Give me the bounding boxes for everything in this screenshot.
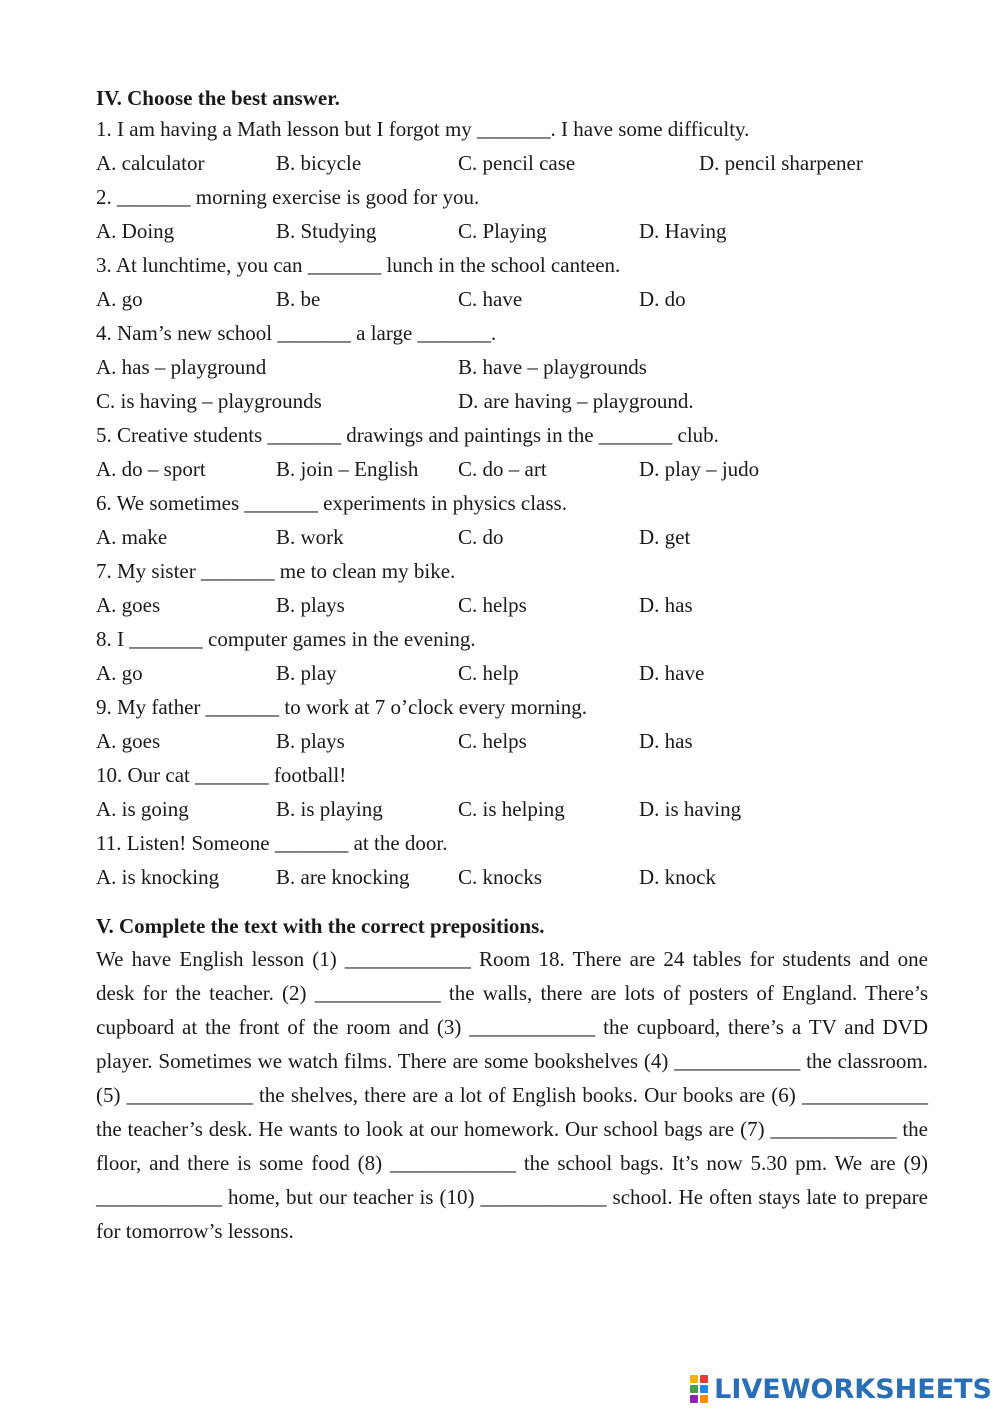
answer-option[interactable]: B. play bbox=[276, 661, 337, 685]
option-row bbox=[96, 724, 928, 758]
worksheet-page bbox=[96, 84, 928, 1248]
question-11: 11. Listen! Someone _______ at the door. bbox=[96, 831, 448, 855]
answer-option[interactable]: B. have – playgrounds bbox=[458, 355, 647, 379]
answer-option[interactable]: B. join – English bbox=[276, 457, 419, 481]
liveworksheets-logo bbox=[690, 1371, 992, 1407]
option-row bbox=[96, 588, 928, 622]
answer-option[interactable]: C. is having – playgrounds bbox=[96, 389, 322, 413]
answer-option[interactable]: C. pencil case bbox=[458, 151, 576, 175]
option-row bbox=[96, 656, 928, 690]
answer-option[interactable]: D. pencil sharpener bbox=[699, 151, 863, 175]
answer-option[interactable]: C. helps bbox=[458, 593, 527, 617]
question-4: 4. Nam’s new school _______ a large _______. bbox=[96, 321, 497, 345]
answer-option[interactable]: A. make bbox=[96, 525, 168, 549]
question-1: 1. I am having a Math lesson but I forgot my _______. I have some difficulty. bbox=[96, 117, 750, 141]
answer-option[interactable]: B. plays bbox=[276, 593, 345, 617]
answer-option[interactable]: D. get bbox=[639, 525, 691, 549]
answer-option[interactable]: D. have bbox=[639, 661, 705, 685]
answer-option[interactable]: B. bicycle bbox=[276, 151, 362, 175]
answer-option[interactable]: B. are knocking bbox=[276, 865, 410, 889]
option-row bbox=[96, 384, 928, 418]
option-row bbox=[96, 792, 928, 826]
option-row bbox=[96, 520, 928, 554]
answer-option[interactable]: A. goes bbox=[96, 729, 161, 753]
answer-option[interactable]: A. has – playground bbox=[96, 355, 267, 379]
answer-option[interactable]: D. has bbox=[639, 729, 693, 753]
question-list bbox=[96, 112, 928, 894]
option-row bbox=[96, 350, 928, 384]
answer-option[interactable]: A. goes bbox=[96, 593, 161, 617]
answer-option[interactable]: B. plays bbox=[276, 729, 345, 753]
answer-option[interactable]: D. are having – playground. bbox=[458, 389, 694, 413]
answer-option[interactable]: A. calculator bbox=[96, 151, 205, 175]
preposition-passage: We have English lesson (1) ____________ Room 18. There are 24 tables for students and one desk for the teacher. (2) ____________ the walls, there are lots of posters of England. There’s cupboard at the front of the room and (3) ____________ the cupboard, there’s a TV and DVD player. Sometimes we watch films. There are some bookshelves (4) ____________ the classroom. (5) ____________ the shelves, there are a lot of English books. Our books are (6) ____________ the teacher’s desk. He wants to look at our homework. Our school bags are (7) ____________ the floor, and there is some food (8) ____________ the school bags. It’s now 5.30 pm. We are (9) ____________ home, but our teacher is (10) ____________ school. He often stays late to prepare for tomorrow’s lessons. bbox=[96, 947, 928, 1243]
answer-option[interactable]: D. do bbox=[639, 287, 686, 311]
answer-option[interactable]: B. Studying bbox=[276, 219, 377, 243]
answer-option[interactable]: D. knock bbox=[639, 865, 716, 889]
answer-option[interactable]: B. work bbox=[276, 525, 344, 549]
question-6: 6. We sometimes _______ experiments in physics class. bbox=[96, 491, 567, 515]
answer-option[interactable]: A. is knocking bbox=[96, 865, 220, 889]
liveworksheets-logo-icon bbox=[690, 1375, 708, 1403]
answer-option[interactable]: C. have bbox=[458, 287, 523, 311]
answer-option[interactable]: A. go bbox=[96, 287, 143, 311]
logo-text: LIVEWORKSHEETS bbox=[714, 1373, 992, 1405]
answer-option[interactable]: D. Having bbox=[639, 219, 727, 243]
answer-option[interactable]: A. do – sport bbox=[96, 457, 206, 481]
question-9: 9. My father _______ to work at 7 o’clock every morning. bbox=[96, 695, 588, 719]
answer-option[interactable]: C. knocks bbox=[458, 865, 542, 889]
option-row bbox=[96, 214, 928, 248]
question-7: 7. My sister _______ me to clean my bike. bbox=[96, 559, 456, 583]
question-2: 2. _______ morning exercise is good for you. bbox=[96, 185, 480, 209]
question-8: 8. I _______ computer games in the evening. bbox=[96, 627, 476, 651]
answer-option[interactable]: A. go bbox=[96, 661, 143, 685]
option-row bbox=[96, 860, 928, 894]
answer-option[interactable]: A. is going bbox=[96, 797, 189, 821]
answer-option[interactable]: D. is having bbox=[639, 797, 742, 821]
answer-option[interactable]: B. is playing bbox=[276, 797, 383, 821]
answer-option[interactable]: C. help bbox=[458, 661, 519, 685]
question-5: 5. Creative students _______ drawings and paintings in the _______ club. bbox=[96, 423, 719, 447]
answer-option[interactable]: D. play – judo bbox=[639, 457, 760, 481]
answer-option[interactable]: C. do bbox=[458, 525, 504, 549]
answer-option[interactable]: D. has bbox=[639, 593, 693, 617]
answer-option[interactable]: A. Doing bbox=[96, 219, 175, 243]
answer-option[interactable]: B. be bbox=[276, 287, 321, 311]
section-iv-title: IV. Choose the best answer. bbox=[96, 86, 340, 110]
section-v-title: V. Complete the text with the correct prepositions. bbox=[96, 914, 545, 938]
option-row bbox=[96, 282, 928, 316]
question-10: 10. Our cat _______ football! bbox=[96, 763, 347, 787]
answer-option[interactable]: C. Playing bbox=[458, 219, 547, 243]
option-row bbox=[96, 146, 928, 180]
answer-option[interactable]: C. helps bbox=[458, 729, 527, 753]
option-row bbox=[96, 452, 928, 486]
question-3: 3. At lunchtime, you can _______ lunch in the school canteen. bbox=[96, 253, 621, 277]
answer-option[interactable]: C. do – art bbox=[458, 457, 547, 481]
answer-option[interactable]: C. is helping bbox=[458, 797, 565, 821]
